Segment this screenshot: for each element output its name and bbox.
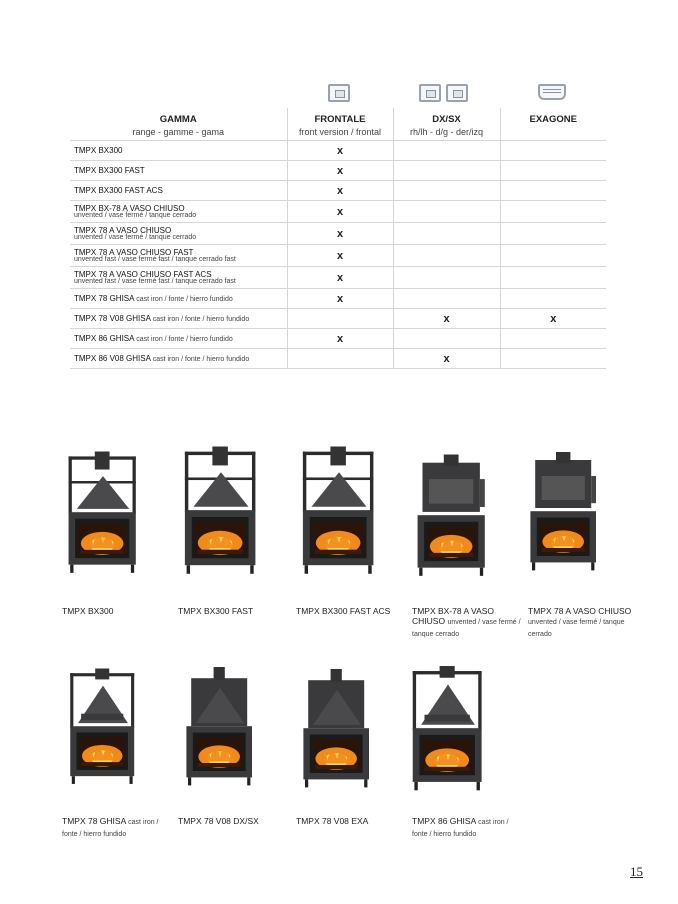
exagone-mark	[500, 161, 606, 181]
frontale-mark: x	[287, 201, 393, 223]
model-name: TMPX BX300 FAST	[74, 166, 145, 175]
exagone-mark	[500, 349, 606, 369]
product-name: TMPX BX300 FAST	[178, 606, 254, 616]
dxsx-mark	[393, 267, 500, 289]
product-caption	[62, 816, 172, 840]
product-image	[180, 652, 260, 807]
dxsx-mark: x	[393, 349, 500, 369]
product-image	[178, 433, 264, 594]
model-name: TMPX BX300 FAST ACS	[74, 186, 163, 195]
header-exagone: EXAGONE	[500, 108, 606, 141]
header-gamma: GAMMA range - gamme - gama	[132, 114, 225, 137]
frontale-mark	[287, 309, 393, 329]
model-note: unvented / vase fermé / tanque cerrado	[74, 212, 197, 219]
product-image	[296, 433, 382, 594]
product-name: TMPX BX300 FAST ACS	[296, 606, 391, 616]
table-row	[70, 245, 606, 267]
exagone-mark	[500, 201, 606, 223]
product-caption	[412, 606, 522, 640]
frontale-mark: x	[287, 289, 393, 309]
product-caption	[296, 606, 406, 616]
table-row	[70, 349, 606, 369]
exagone-mark	[500, 267, 606, 289]
exagone-mark	[500, 181, 606, 201]
frontale-mark: x	[287, 223, 393, 245]
frontale-mark	[287, 349, 393, 369]
model-name: TMPX 86 V08 GHISA	[74, 354, 151, 363]
dx-icon	[419, 84, 441, 102]
model-cell	[70, 141, 287, 161]
model-cell	[70, 309, 287, 329]
frontale-mark: x	[287, 267, 393, 289]
page-number: 15	[630, 864, 643, 879]
product-note: cast iron / fonte / hierro fundido	[412, 819, 509, 838]
model-note: unvented fast / vase fermé fast / tanque cerrado fast	[74, 278, 236, 285]
product-image	[524, 442, 604, 587]
product-image	[62, 437, 144, 594]
model-name: TMPX 78 GHISA	[74, 294, 135, 303]
product-caption	[528, 606, 638, 640]
product-caption	[412, 816, 522, 840]
exagone-mark	[500, 245, 606, 267]
model-cell	[70, 181, 287, 201]
product-image	[64, 652, 142, 807]
table-row	[70, 141, 606, 161]
table-row	[70, 223, 606, 245]
model-name: TMPX BX300	[74, 146, 123, 155]
range-table	[70, 108, 606, 369]
sx-icon	[446, 84, 468, 102]
product-caption	[296, 816, 406, 826]
product-image	[406, 656, 490, 807]
frontale-mark: x	[287, 141, 393, 161]
exagone-mark	[500, 223, 606, 245]
dxsx-mark	[393, 289, 500, 309]
table-row	[70, 289, 606, 309]
model-cell	[70, 349, 287, 369]
product-caption	[178, 816, 288, 826]
product-name: TMPX 78 GHISA	[62, 816, 126, 826]
dxsx-mark	[393, 223, 500, 245]
model-name: TMPX BX-78 A VASO CHIUSO	[74, 204, 185, 213]
model-cell	[70, 329, 287, 349]
product-name: TMPX BX300	[62, 606, 114, 616]
product-name: TMPX 78 A VASO CHIUSO	[528, 606, 632, 616]
exagone-mark	[500, 289, 606, 309]
model-name: TMPX 78 A VASO CHIUSO	[74, 226, 172, 235]
table-row	[70, 181, 606, 201]
product-note: unvented / vase fermé / tanque cerrado	[528, 619, 625, 638]
model-note: cast iron / fonte / hierro fundido	[136, 336, 233, 343]
dxsx-mark	[393, 201, 500, 223]
product-caption	[178, 606, 288, 616]
model-cell	[70, 201, 287, 223]
header-frontale: FRONTALE front version / frontal	[287, 108, 393, 141]
exagone-icon	[538, 84, 566, 100]
model-note: cast iron / fonte / hierro fundido	[152, 356, 250, 363]
frontale-mark: x	[287, 161, 393, 181]
frontale-icon	[328, 84, 350, 102]
product-caption	[62, 606, 172, 616]
product-image	[297, 656, 377, 807]
dxsx-mark	[393, 245, 500, 267]
product-name: TMPX 78 V08 DX/SX	[178, 816, 259, 826]
product-image	[411, 446, 493, 591]
table-row	[70, 201, 606, 223]
product-note: unvented / vase fermé / tanque cerrado	[412, 619, 521, 638]
exagone-mark	[500, 329, 606, 349]
product-note: cast iron / fonte / hierro fundido	[62, 819, 159, 838]
model-name: TMPX 78 A VASO CHIUSO FAST ACS	[74, 270, 212, 279]
model-note: unvented / vase fermé / tanque cerrado	[74, 234, 197, 241]
frontale-mark: x	[287, 245, 393, 267]
model-name: TMPX 86 GHISA	[74, 334, 135, 343]
dxsx-mark	[393, 329, 500, 349]
header-dxsx: DX/SX rh/lh - d/g - der/izq	[393, 108, 500, 141]
table-header-row	[70, 108, 606, 141]
model-name: TMPX 78 V08 GHISA	[74, 314, 151, 323]
exagone-mark: x	[500, 309, 606, 329]
table-row	[70, 309, 606, 329]
model-note: cast iron / fonte / hierro fundido	[152, 316, 250, 323]
dxsx-mark: x	[393, 309, 500, 329]
dxsx-mark	[393, 141, 500, 161]
model-note: cast iron / fonte / hierro fundido	[136, 296, 233, 303]
table-row	[70, 329, 606, 349]
frontale-mark: x	[287, 181, 393, 201]
model-cell	[70, 267, 287, 289]
exagone-mark	[500, 141, 606, 161]
model-cell	[70, 223, 287, 245]
product-name: TMPX 86 GHISA	[412, 816, 476, 826]
product-name: TMPX BX-78 A VASO CHIUSO	[412, 606, 495, 626]
model-cell	[70, 161, 287, 181]
dxsx-mark	[393, 181, 500, 201]
model-note: unvented fast / vase fermé fast / tanque cerrado fast	[74, 256, 236, 263]
table-row	[70, 161, 606, 181]
model-cell	[70, 245, 287, 267]
product-name: TMPX 78 V08 EXA	[296, 816, 369, 826]
dxsx-mark	[393, 161, 500, 181]
frontale-mark: x	[287, 329, 393, 349]
model-name: TMPX 78 A VASO CHIUSO FAST	[74, 248, 194, 257]
table-row	[70, 267, 606, 289]
model-cell	[70, 289, 287, 309]
